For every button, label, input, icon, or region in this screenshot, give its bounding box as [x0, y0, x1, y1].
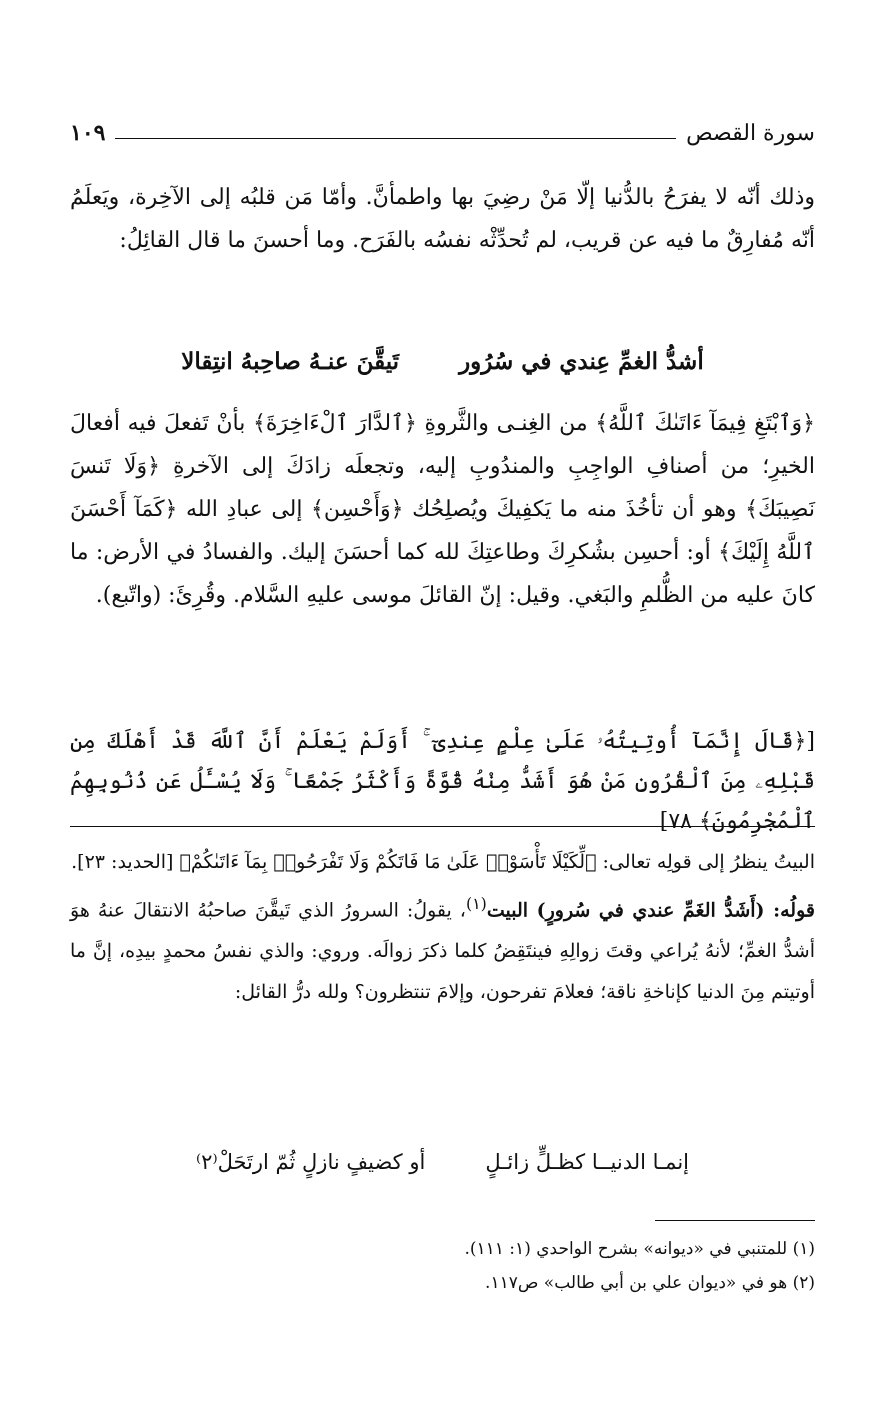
header-rule: [115, 138, 676, 139]
footnotes: [70, 1232, 815, 1300]
surah-title: سورة القصص: [686, 121, 815, 146]
section-divider: [70, 826, 815, 827]
verse-hemistich-second: تَيقَّنَ عنـهُ صاحِبهُ انتِقالا: [181, 348, 400, 375]
paragraph-text: وذلك أنّه لا يفرَحُ بالدُّنيا إلّا مَنْ رضِيَ بها واطمأنَّ. وأمّا مَن قلبُه إلى الآخِرة، ويَعلَمُ أنّه مُفارِقٌ ما فيه عن قريب، لم تُحدِّثْه نفسُه بالفَرَح. وما أحسنَ ما قال القائِلُ:: [70, 185, 815, 253]
main-paragraph-2: [70, 402, 815, 617]
footnote-marker: (١): [465, 894, 487, 913]
footnote-2: (٢) هو في «ديوان علي بن أبي طالب» ص١١٧.: [485, 1273, 815, 1293]
quran-ayah-block: [70, 722, 815, 842]
footnote-rule: [655, 1220, 815, 1221]
note-paragraph-2-text: ، يقولُ: السرورُ الذي تَيقَّنَ صاحبُهُ الانتقالَ عنهُ هوَ أشدُّ الغمِّ؛ لأنهُ يُراعي وقتَ زوالِهِ فينتَقِضُ كلما ذكرَ زوالَه. وروي: والذي نفسُ محمدٍ بيدِه، إنَّ ما أوتيتم مِنَ الدنيا كإناخةِ ناقة؛ فعلامَ تفرحون، وإلامَ تنتظرون؟ ولله درُّ القائل:: [70, 899, 815, 1004]
verse-hemistich-first: إنمـا الدنيــا كظـلٍّ زائـلٍ: [485, 1150, 690, 1174]
poetry-verse-2: [70, 1150, 815, 1174]
lemma-text: قولُه: (أَشَدُّ الغَمِّ عندي في سُرورٍ) البيت: [486, 899, 815, 922]
commentary-notes: [70, 842, 815, 1013]
paragraph-text: ﴿وَٱبْتَغِ فِيمَآ ءَاتَىٰكَ ٱللَّهُ﴾ من الغِنـى والثَّروةِ ﴿ٱلدَّارَ ٱلْءَاخِرَةَ﴾ بأنْ تَفعلَ فيه أفعالَ الخيرِ؛ من أصنافِ الواجِبِ والمندُوبِ إليه، وتجعلَه زادَكَ إلى الآخرةِ ﴿وَلَا تَنسَ نَصِيبَكَ﴾ وهو أن تأخُذَ منه ما يَكفِيكَ ويُصلِحُك ﴿وَأَحْسِن﴾ إلى عبادِ الله ﴿كَمَآ أَحْسَنَ ٱللَّهُ إِلَيْكَ﴾ أو: أحسِن بشُكرِكَ وطاعتِكَ لله كما أحسَنَ إليك. والفسادُ في الأرض: ما كانَ عليه من الظُّلمِ والبَغي. وقيل: إنّ القائلَ موسى عليهِ السَّلام. وقُرِئَ: (واتّبع).: [70, 411, 815, 608]
footnote-1: (١) للمتنبي في «ديوانه» بشرح الواحدي (١: ١١١).: [464, 1239, 815, 1259]
page-header: [70, 112, 815, 146]
main-paragraph-1: [70, 176, 815, 262]
poetry-verse-1: [70, 348, 815, 375]
page-number: ١٠٩: [70, 120, 106, 146]
verse-hemistich-second: أو كضيفٍ نازلٍ ثُمّ ارتَحَلْ⁽٢⁾: [195, 1150, 426, 1174]
ayah-text: [﴿قَالَ إِنَّمَآ أُوتِيتُهُۥ عَلَىٰ عِلْمٍ عِندِىٓ ۚ أَوَلَمْ يَعْلَمْ أَنَّ ٱللَّهَ قَدْ أَهْلَكَ مِن قَبْلِهِۦ مِنَ ٱلْقُرُونِ مَنْ هُوَ أَشَدُّ مِنْهُ قُوَّةً وَأَكْثَرُ جَمْعًا ۚ وَلَا يُسْـَٔلُ عَن ذُنُوبِهِمُ ٱلْمُجْرِمُونَ﴾ ٧٨]: [70, 729, 815, 834]
verse-hemistich-first: أشدُّ الغمِّ عِندي في سُرُور: [459, 348, 704, 375]
note-paragraph-1: البيتُ ينظرُ إلى قولِه تعالى: ﴿لِّكَيْلَا تَأْسَوْا۟ عَلَىٰ مَا فَاتَكُمْ وَلَا تَفْرَحُوا۟ بِمَآ ءَاتَىٰكُمْ﴾ [الحديد: ٢٣].: [71, 851, 815, 873]
note-paragraph-2: [70, 883, 815, 1013]
